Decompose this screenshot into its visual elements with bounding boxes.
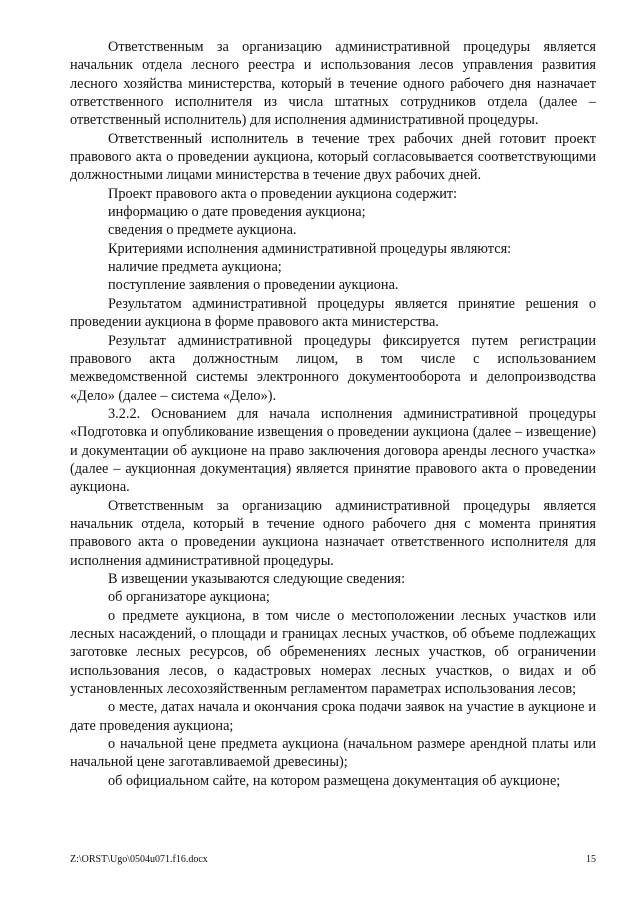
paragraph: об официальном сайте, на котором размещена документация об аукционе; (108, 772, 561, 789)
paragraph: В извещении указываются следующие сведения: (108, 570, 406, 587)
paragraph: информацию о дате проведения аукциона; (108, 204, 366, 221)
paragraph: Ответственным за организацию административной процедуры является начальник отдела лесного реестра и использования лесов управления развития лесного хозяйства министерства, который в течение одного рабочего дня назначает ответственного исполнителя из числа штатных сотрудников отдела (далее – ответственный исполнитель) для исполнения административной процедуры. (70, 39, 596, 129)
footer-page-number: 15 (586, 854, 596, 865)
paragraph: об организаторе аукциона; (108, 589, 270, 606)
paragraph: Критериями исполнения административной процедуры являются: (108, 240, 512, 257)
paragraph: наличие предмета аукциона; (108, 259, 282, 276)
paragraph: о предмете аукциона, в том числе о местоположении лесных участков или лесных насаждений, о площади и границах лесных участков, об объеме подлежащих заготовке лесных ресурсов, об обременениях лесных участков, об ограничении использования лесов, о кадастровых номерах лесных участков, о видах и об установленных лесохозяйственным регламентом параметрах использования лесов; (70, 607, 596, 698)
paragraph: 3.2.2. Основанием для начала исполнения административной процедуры «Подготовка и опубликование извещения о проведении аукциона (далее – извещение) и документации об аукционе на право заключения договора аренды лесного участка» (далее – аукционная документация) является принятие правового акта о проведении аукциона. (70, 405, 596, 496)
paragraph: Проект правового акта о проведении аукциона содержит: (108, 185, 458, 202)
footer-file-path: Z:\ORST\Ugo\0504u071.f16.docx (70, 854, 208, 865)
paragraph: Результат административной процедуры фиксируется путем регистрации правового акта должностным лицом, в том числе с использованием межведомственной системы электронного документооборота и делопроизводства «Дело» (далее – система «Дело»). (70, 332, 596, 404)
paragraph: о начальной цене предмета аукциона (начальном размере арендной платы или начальной цене заготавливаемой древесины); (70, 736, 596, 771)
paragraph: сведения о предмете аукциона. (108, 222, 297, 239)
paragraph: Ответственным за организацию административной процедуры является начальник отдела, который в течение одного рабочего дня с момента принятия правового акта о проведении аукциона назначает ответственного исполнителя для исполнения административной процедуры. (70, 497, 596, 569)
paragraph: поступление заявления о проведении аукциона. (108, 277, 399, 294)
paragraph: о месте, датах начала и окончания срока подачи заявок на участие в аукционе и дате проведения аукциона; (70, 699, 596, 734)
paragraph: Ответственный исполнитель в течение трех рабочих дней готовит проект правового акта о проведении аукциона, который согласовывается соответствующими должностными лицами министерства в течение двух рабочих дней. (70, 130, 596, 184)
paragraph: Результатом административной процедуры является принятие решения о проведении аукциона в форме правового акта министерства. (70, 295, 596, 331)
document-body (70, 38, 596, 790)
